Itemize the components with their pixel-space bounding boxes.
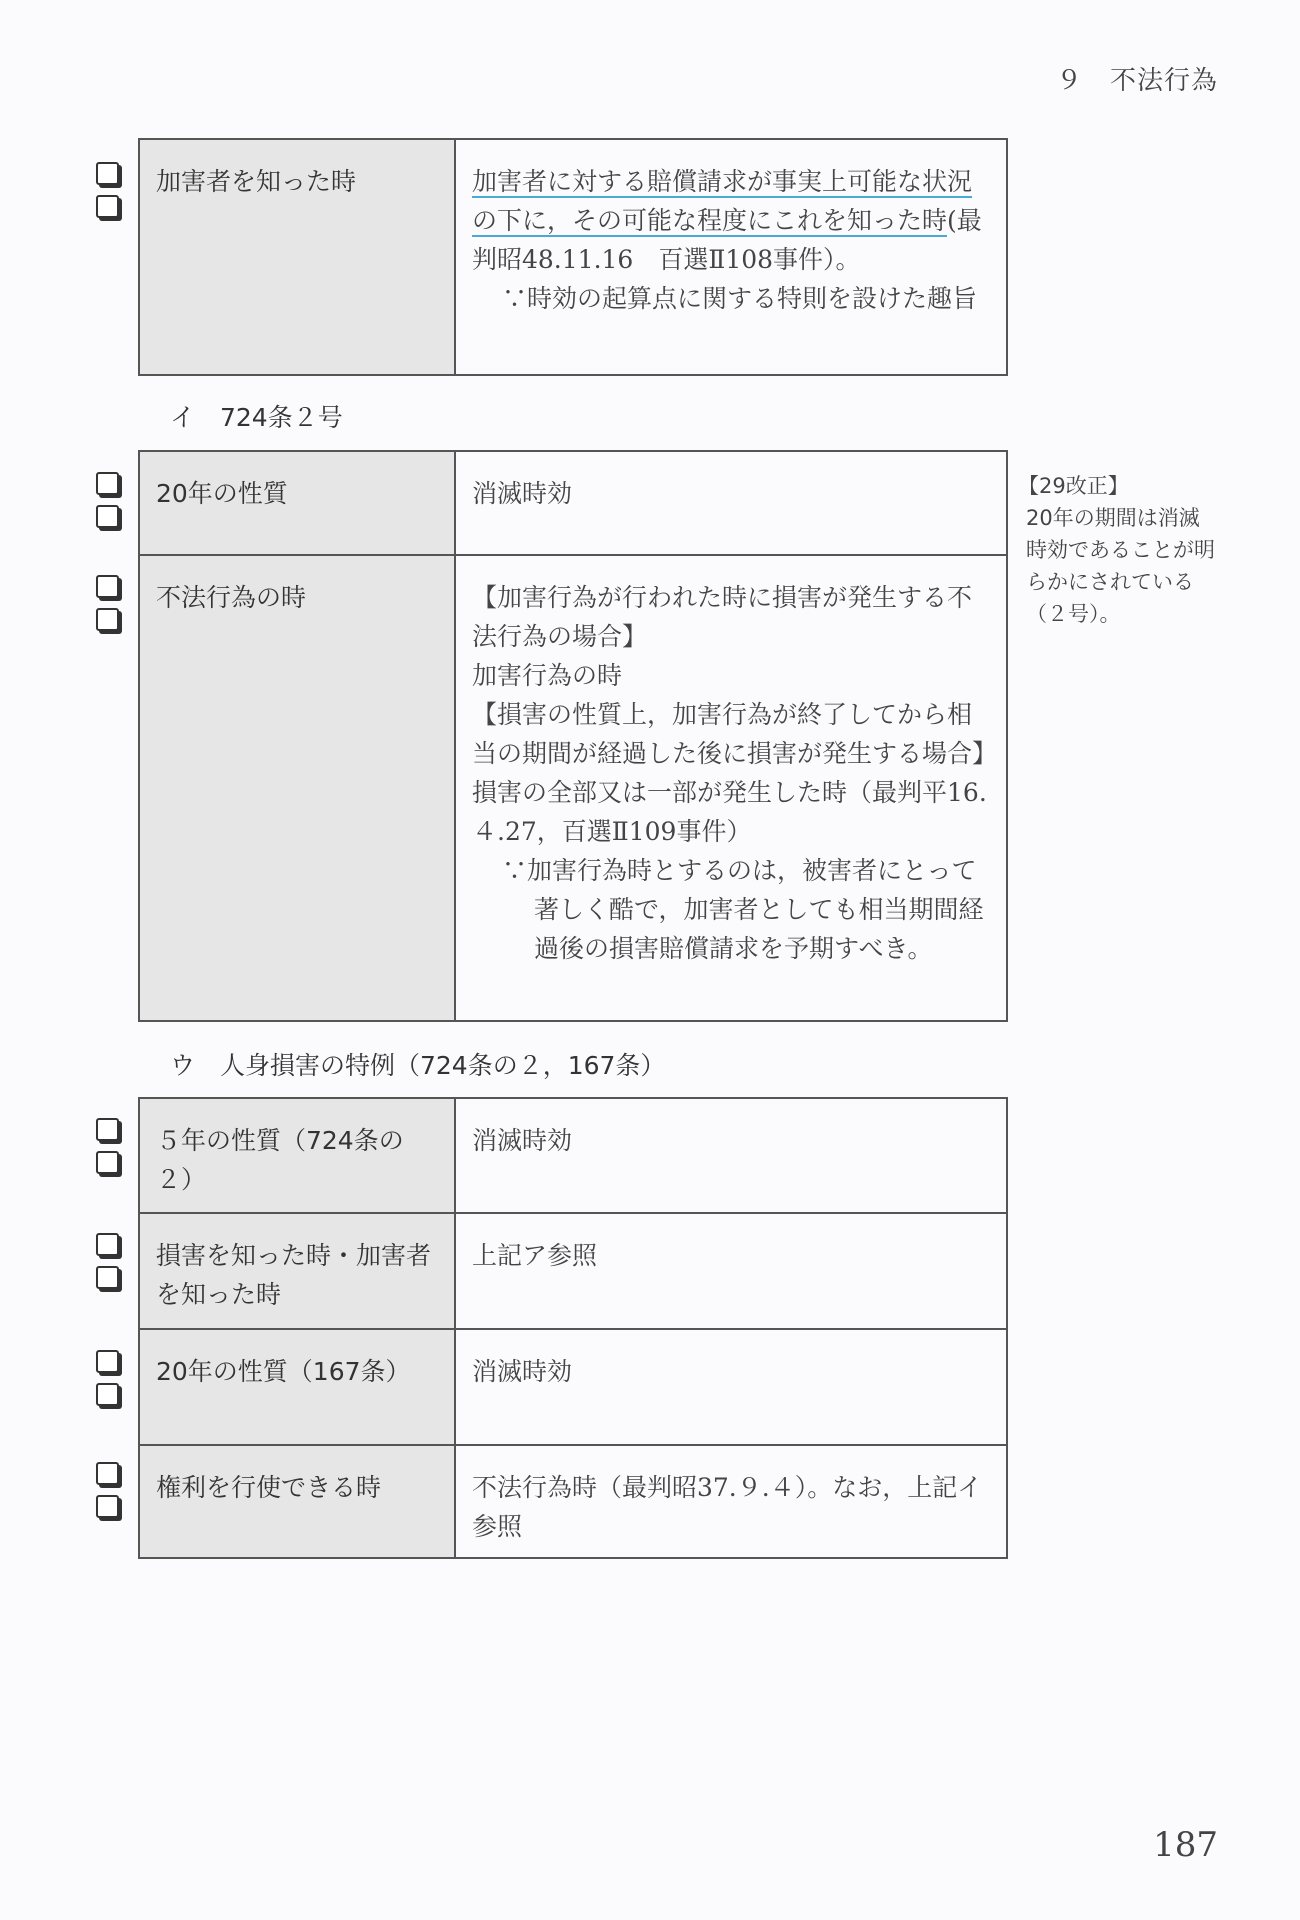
table-724-2: [138, 450, 1008, 1022]
row-content: 消滅時効: [455, 1098, 1007, 1213]
checkbox-group: [96, 162, 119, 228]
table-row: [139, 1445, 1007, 1558]
row-label: 不法行為の時: [139, 555, 455, 1021]
content-rest: (最判昭48.11.16 百選Ⅱ108事件）。: [472, 206, 982, 274]
row-label: 20年の性質（167条）: [139, 1329, 455, 1445]
row-content: [455, 555, 1007, 1021]
checkbox[interactable]: [96, 608, 119, 631]
case1-body: 加害行為の時: [472, 661, 623, 690]
checkbox[interactable]: [96, 1350, 119, 1373]
row-content: 不法行為時（最判昭37.９.４）。なお，上記イ参照: [455, 1445, 1007, 1558]
row-label: ５年の性質（724条の２）: [139, 1098, 455, 1213]
row-label: 権利を行使できる時: [139, 1445, 455, 1558]
row-content: 消滅時効: [455, 451, 1007, 555]
row-label: 加害者を知った時: [139, 139, 455, 375]
row-content: [455, 139, 1007, 375]
checkbox[interactable]: [96, 1383, 119, 1406]
checkbox[interactable]: [96, 195, 119, 218]
table-row: [139, 1098, 1007, 1213]
checkbox[interactable]: [96, 1266, 119, 1289]
checkbox-group: [96, 1233, 119, 1299]
margin-note-body: 20年の期間は消滅時効であることが明らかにされている（２号）。: [1026, 506, 1215, 626]
margin-note: [1018, 470, 1218, 630]
margin-note-title: 【29改正】: [1018, 474, 1129, 498]
checkbox-group: [96, 1118, 119, 1184]
table-knowledge-time: [138, 138, 1008, 376]
case2-heading: 【損害の性質上，加害行為が終了してから相当の期間が経過した後に損害が発生する場合】: [472, 700, 998, 768]
row-content: 上記ア参照: [455, 1213, 1007, 1329]
checkbox[interactable]: [96, 1462, 119, 1485]
checkbox-group: [96, 1350, 119, 1416]
checkbox-group: [96, 1462, 119, 1528]
table-row: [139, 555, 1007, 1021]
reason-text: ∵加害行為時とするのは，被害者にとって著しく酷で，加害者としても相当期間経過後の損害賠償請求を予期すべき。: [502, 856, 984, 963]
table-row: [139, 1213, 1007, 1329]
checkbox[interactable]: [96, 472, 119, 495]
case1-heading: 【加害行為が行われた時に損害が発生する不法行為の場合】: [472, 583, 973, 651]
checkbox[interactable]: [96, 1151, 119, 1174]
row-label: 損害を知った時・加害者を知った時: [139, 1213, 455, 1329]
checkbox[interactable]: [96, 1233, 119, 1256]
table-row: [139, 451, 1007, 555]
reason-text: ∵時効の起算点に関する特則を設けた趣旨: [502, 284, 978, 313]
checkbox-group: [96, 575, 119, 641]
table-row: [139, 1329, 1007, 1445]
checkbox[interactable]: [96, 1495, 119, 1518]
checkbox-group: [96, 472, 119, 538]
page-number: 187: [1153, 1825, 1218, 1865]
checkbox[interactable]: [96, 1118, 119, 1141]
table-personal-injury: [138, 1097, 1008, 1559]
checkbox[interactable]: [96, 162, 119, 185]
row-label: 20年の性質: [139, 451, 455, 555]
table-row: [139, 139, 1007, 375]
underlined-text: の下に，その可能な程度にこれを知った時: [472, 206, 948, 235]
subheading-i: イ 724条２号: [170, 403, 343, 432]
running-header: ９ 不法行為: [1055, 66, 1218, 96]
checkbox[interactable]: [96, 505, 119, 528]
row-content: 消滅時効: [455, 1329, 1007, 1445]
underlined-text: 加害者に対する賠償請求が事実上可能な状況: [472, 167, 973, 196]
subheading-u: ウ 人身損害の特例（724条の２，167条）: [170, 1051, 666, 1080]
checkbox[interactable]: [96, 575, 119, 598]
content-text: [472, 162, 992, 279]
case2-body: 損害の全部又は一部が発生した時（最判平16.４.27，百選Ⅱ109事件）: [472, 778, 987, 846]
